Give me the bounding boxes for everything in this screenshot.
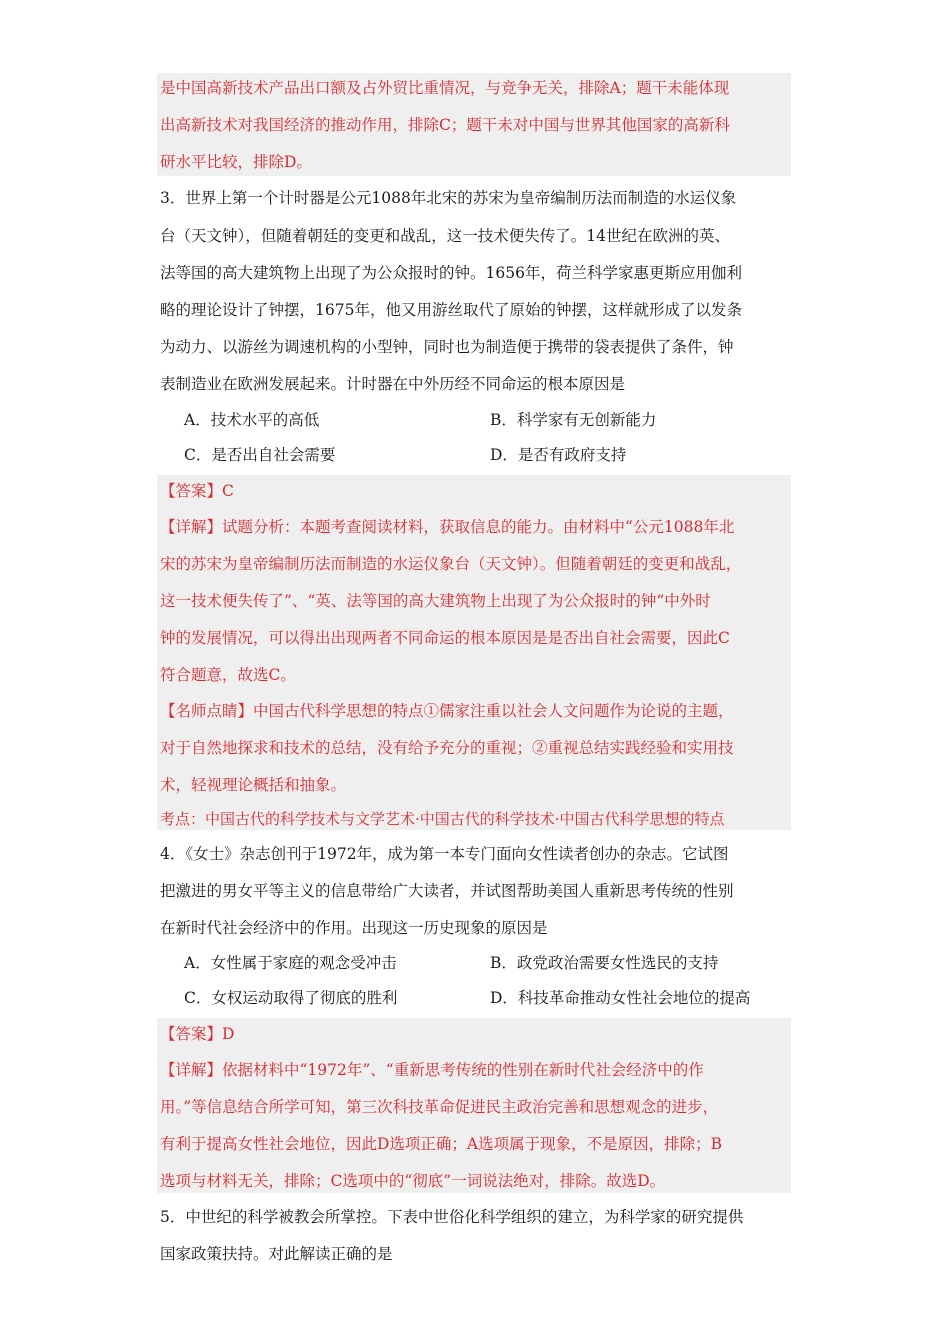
q4-stem-line: 4．《女士》杂志创刊于1972年，成为第一本专门面向女性读者创办的杂志。它试图 — [160, 845, 729, 863]
q2-explanation-line: 出高新技术对我国经济的推动作用，排除C；题干未对中国与世界其他国家的高新科 — [160, 116, 730, 134]
q4-answer: 【答案】D — [160, 1025, 235, 1043]
q3-kaodian: 考点：中国古代的科学技术与文学艺术·中国古代的科学技术·中国古代科学思想的特点 — [160, 810, 725, 828]
q4-option-a: A．女性属于家庭的观念受冲击 — [184, 954, 397, 972]
q3-teacher-tip-line: 对于自然地探求和技术的总结，没有给予充分的重视；②重视总结实践经验和实用技 — [160, 739, 734, 757]
q2-explanation-line: 研水平比较，排除D。 — [160, 153, 312, 171]
q4-explanation-line: 选项与材料无关，排除；C选项中的“彻底”一词说法绝对，排除。故选D。 — [160, 1172, 666, 1190]
q4-explanation-line: 有利于提高女性社会地位，因此D选项正确；A选项属于现象，不是原因，排除；B — [160, 1135, 723, 1153]
q3-teacher-tip-line: 【名师点睛】中国古代科学思想的特点①儒家注重以社会人文问题作为论说的主题， — [160, 702, 734, 720]
q3-answer: 【答案】C — [160, 482, 234, 500]
q3-teacher-tip-line: 术，轻视理论概括和抽象。 — [160, 776, 347, 794]
q5-stem-line: 国家政策扶持。对此解读正确的是 — [160, 1245, 393, 1263]
q3-stem-line: 3．世界上第一个计时器是公元1088年北宋的苏宋为皇帝编制历法而制造的水运仪象 — [160, 189, 737, 207]
q2-explanation-line: 是中国高新技术产品出口额及占外贸比重情况，与竞争无关，排除A；题干未能体现 — [160, 79, 730, 97]
q3-stem-line: 表制造业在欧洲发展起来。计时器在中外历经不同命运的根本原因是 — [160, 375, 626, 393]
q4-stem-line: 在新时代社会经济中的作用。出现这一历史现象的原因是 — [160, 919, 548, 937]
q3-stem-line: 法等国的高大建筑物上出现了为公众报时的钟。1656年，荷兰科学家惠更斯应用伽利 — [160, 264, 742, 282]
q3-stem-line: 台（天文钟），但随着朝廷的变更和战乱，这一技术便失传了。14世纪在欧洲的英、 — [160, 227, 730, 245]
q4-option-d: D．科技革命推动女性社会地位的提高 — [490, 989, 751, 1007]
q3-explanation-line: 钟的发展情况，可以得出出现两者不同命运的根本原因是是否出自社会需要，因此C — [160, 629, 730, 647]
q5-stem-line: 5．中世纪的科学被教会所掌控。下表中世俗化科学组织的建立，为科学家的研究提供 — [160, 1208, 744, 1226]
q3-explanation-line: 这一技术便失传了”、“英、法等国的高大建筑物上出现了为公众报时的钟”中外时 — [160, 592, 711, 610]
q3-option-d: D．是否有政府支持 — [490, 446, 627, 464]
q4-option-c: C．女权运动取得了彻底的胜利 — [184, 989, 398, 1007]
q3-stem-line: 为动力、以游丝为调速机构的小型钟，同时也为制造便于携带的袋表提供了条件，钟 — [160, 338, 734, 356]
q4-option-b: B．政党政治需要女性选民的支持 — [490, 954, 719, 972]
q4-explanation-line: 用。”等信息结合所学可知，第三次科技革命促进民主政治完善和思想观念的进步， — [160, 1098, 719, 1116]
q3-option-a: A．技术水平的高低 — [184, 411, 320, 429]
q3-option-b: B．科学家有无创新能力 — [490, 411, 657, 429]
q4-explanation-line: 【详解】依据材料中“1972年”、“重新思考传统的性别在新时代社会经济中的作 — [160, 1061, 704, 1079]
q3-explanation-line: 【详解】试题分析：本题考查阅读材料，获取信息的能力。由材料中“公元1088年北 — [160, 518, 735, 536]
q3-explanation-line: 宋的苏宋为皇帝编制历法而制造的水运仪象台（天文钟）。但随着朝廷的变更和战乱， — [160, 555, 742, 573]
q3-stem-line: 略的理论设计了钟摆，1675年，他又用游丝取代了原始的钟摆，这样就形成了以发条 — [160, 301, 742, 319]
q3-option-c: C．是否出自社会需要 — [184, 446, 336, 464]
q3-explanation-line: 符合题意，故选C。 — [160, 666, 296, 684]
q4-stem-line: 把激进的男女平等主义的信息带给广大读者，并试图帮助美国人重新思考传统的性别 — [160, 882, 734, 900]
